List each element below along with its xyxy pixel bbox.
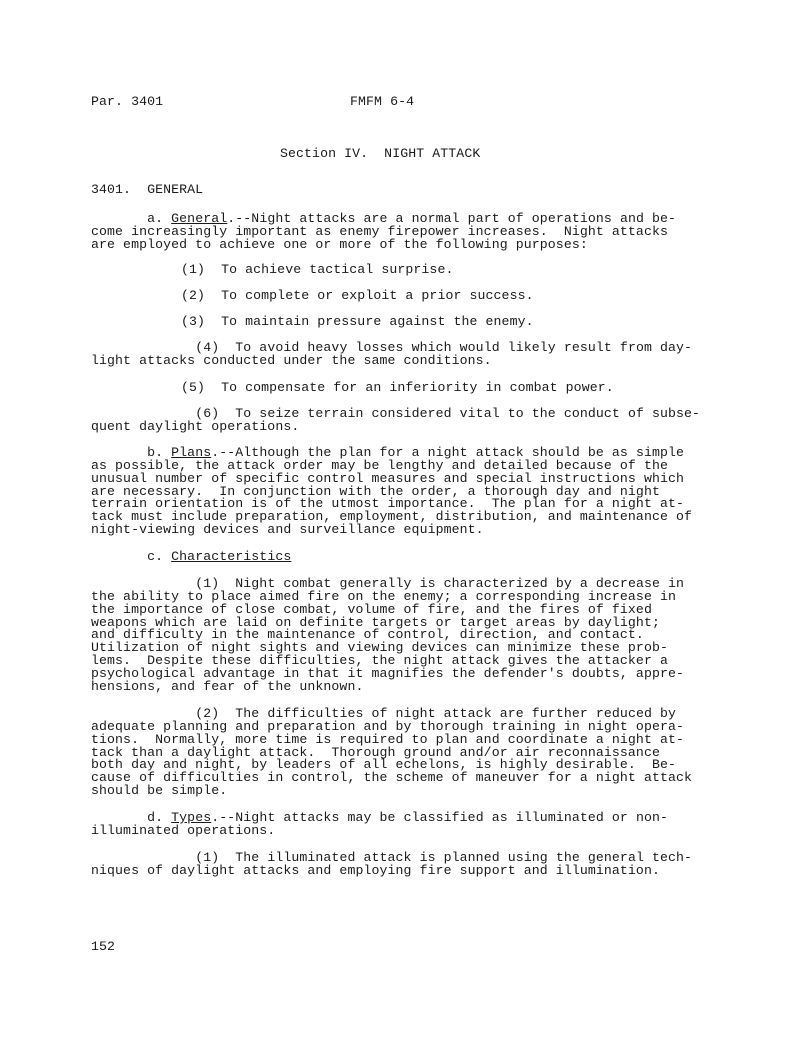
subparagraph-b-title: Plans	[171, 445, 212, 460]
purpose-3: (3) To maintain pressure against the enemy.	[181, 314, 534, 329]
subparagraph-a	[91, 213, 676, 252]
subparagraph-c-1: (1) Night combat generally is characterized by a decrease in the ability to place aimed fire on the enemy; a corresponding increase in the importance of close combat, volume of fire, and the fires of fixed weapons which are laid on definite targets or target areas by daylight; and difficulty in the maintenance of control, direction, and contact. Utilization of night sights and viewing devices can minimize these prob- lems. Despite these difficulties, the night attack gives the attacker a psychological advantage in that it magnifies the defender's doubts, appre- hensions, and fear of the unknown.	[91, 576, 685, 694]
header-paragraph-ref: Par. 3401	[91, 94, 164, 109]
purpose-5: (5) To compensate for an inferiority in combat power.	[181, 380, 614, 395]
purpose-6: (6) To seize terrain considered vital to the conduct of subse- quent daylight operations.	[91, 406, 701, 434]
purpose-1: (1) To achieve tactical surprise.	[181, 262, 454, 277]
subparagraph-d-label: d.	[147, 810, 164, 825]
subparagraph-d-1: (1) The illuminated attack is planned using the general tech- niques of daylight attacks and employing fire support and illumination.	[91, 850, 693, 878]
subparagraph-b: b. Plans.--Although the plan for a night attack should be as simple as possible, the attack order may be lengthy and detailed because of the unusual number of specific control measures and special instructions which are necessary. In conjunction with the order, a thorough day and night terrain orientation is of the utmost importance. The plan for a night at- tack must include preparation, employment, distribution, and maintenance of night-viewing devices and surveillance equipment.	[91, 445, 693, 538]
subparagraph-b-label: b.	[147, 445, 164, 460]
subparagraph-d: d. Types.--Night attacks may be classified as illuminated or non- illuminated operations.	[91, 810, 669, 838]
subparagraph-a-text: .--Night attacks are a normal part of operations and be-	[227, 211, 677, 226]
page-number: 152	[91, 939, 116, 954]
subparagraph-c-title: Characteristics	[171, 549, 292, 564]
paragraph-heading: 3401. GENERAL	[91, 182, 204, 197]
subparagraph-c-label: c.	[147, 549, 164, 564]
section-title: Section IV. NIGHT ATTACK	[280, 146, 481, 161]
subparagraph-a-label: a.	[147, 211, 164, 226]
purpose-4: (4) To avoid heavy losses which would likely result from day- light attacks conducted under the same conditions.	[91, 340, 693, 368]
subparagraph-d-title: Types	[171, 810, 212, 825]
text-line: are employed to achieve one or more of the following purposes:	[91, 236, 588, 252]
text-line: come increasingly important as enemy firepower increases. Night attacks	[91, 223, 668, 239]
subparagraph-c-heading	[91, 551, 291, 564]
header-manual-id: FMFM 6-4	[350, 94, 415, 109]
subparagraph-c-2: (2) The difficulties of night attack are further reduced by adequate planning and preparation and by thorough training in night opera- tions. Normally, more time is required to plan and coordinate a night at- tack than a daylight attack. Thorough ground and/or air reconnaissance both day and night, by leaders of all echelons, is highly desirable. Be- cause of difficulties in control, the scheme of maneuver for a night attack should be simple.	[91, 706, 693, 799]
subparagraph-a-title: General	[171, 211, 228, 226]
purpose-2: (2) To complete or exploit a prior success.	[181, 288, 534, 303]
